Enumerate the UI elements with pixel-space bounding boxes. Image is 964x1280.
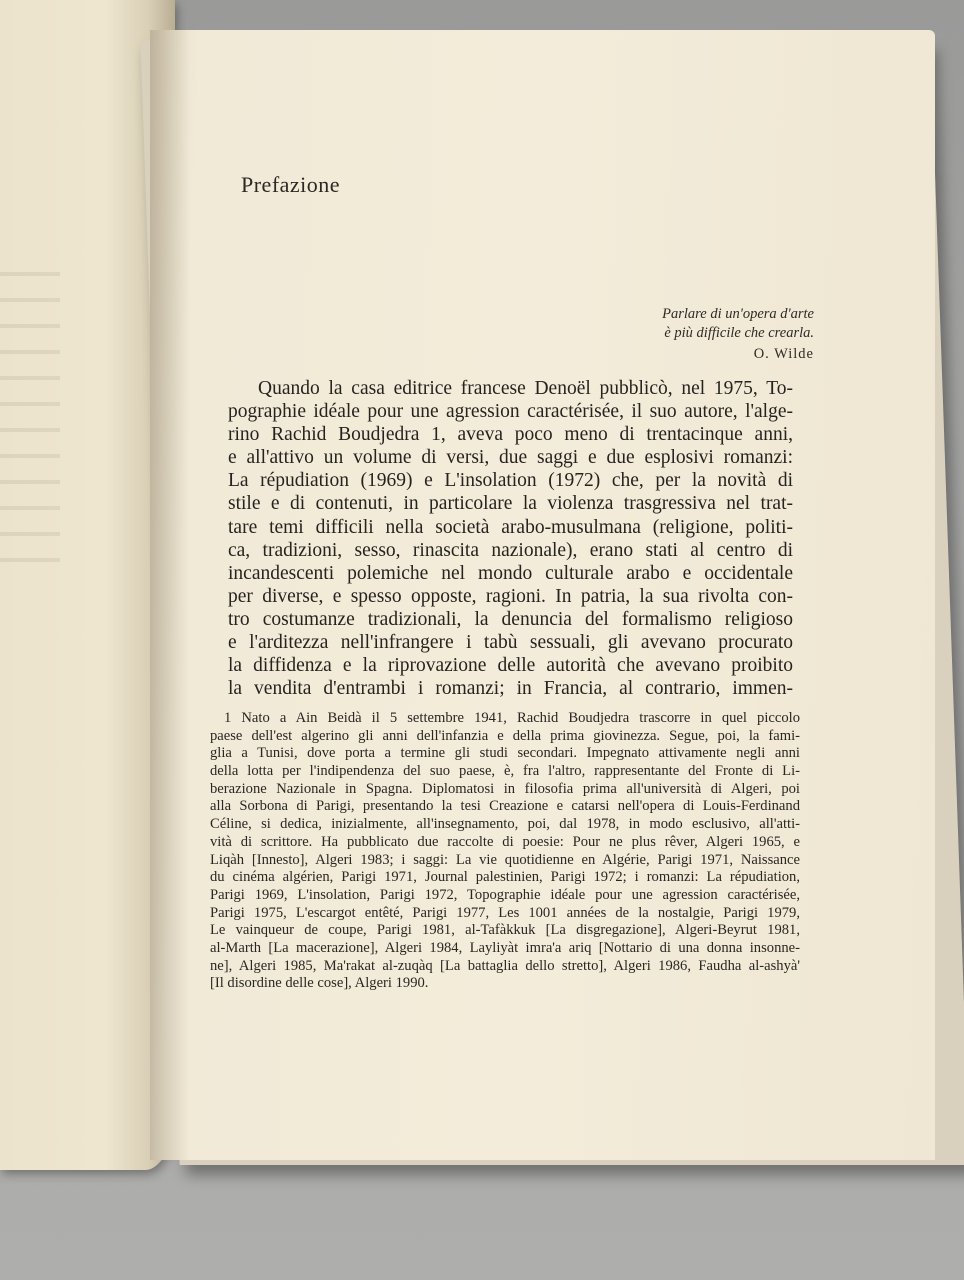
body-line: per diverse, e spesso opposte, ragioni. In patria, la sua rivolta con-	[228, 585, 793, 607]
footnote-line: Céline, si dedica, inizialmente, all'insegnamento, poi, dal 1978, in modo esclusivo, all'atti-	[210, 816, 800, 833]
footnote-line: 1 Nato a Ain Beidà il 5 settembre 1941, Rachid Boudjedra trascorre in quel piccolo	[224, 710, 800, 726]
body-line: tro costumanze tradizionali, la denuncia del formalismo religioso	[228, 608, 793, 630]
page-gutter-shadow	[150, 30, 190, 1160]
body-line: Quando la casa editrice francese Denoël pubblicò, nel 1975, To-	[258, 378, 793, 399]
footnote-line: alla Sorbona di Parigi, presentando la tesi Creazione e catarsi nell'opera di Louis-Ferdinand	[210, 798, 800, 815]
body-line: pographie idéale pour une agression caractérisée, il suo autore, l'alge-	[228, 401, 793, 423]
footnote-line: Parigi 1975, L'escargot entêté, Parigi 1977, Les 1001 années de la nostalgie, Parigi 1979,	[210, 904, 800, 921]
footnote-line: della lotta per l'indipendenza del suo paese, è, fra l'altro, rappresentante del Fronte di Li-	[210, 763, 800, 780]
body-line: e all'attivo un volume di versi, due saggi e due esplosivi romanzi:	[228, 447, 793, 469]
footnote-line: glia a Tunisi, dove porta a termine gli studi secondari. Impegnato attivamente negli anni	[210, 745, 800, 762]
body-text	[228, 377, 793, 700]
body-line: tare temi difficili nella società arabo-musulmana (religione, politi-	[228, 516, 793, 538]
body-line: la vendita d'entrambi i romanzi; in Francia, al contrario, immen-	[228, 678, 793, 700]
body-line: incandescenti polemiche nel mondo culturale arabo e occidentale	[228, 562, 793, 584]
footnote-line: ne], Algeri 1985, Ma'rakat al-zuqàq [La battaglia dello stretto], Algeri 1986, Faudha al-ashyà'	[210, 957, 800, 974]
body-line: stile e di contenuti, in particolare la violenza trasgressiva nel trat-	[228, 493, 793, 515]
footnote-line: paese dell'est algerino gli anni dell'infanzia e della prima giovinezza. Segue, poi, la fami-	[210, 727, 800, 744]
body-line: La répudiation (1969) e L'insolation (1972) che, per la novità di	[228, 470, 793, 492]
footnote-line: [Il disordine delle cose], Algeri 1990.	[210, 975, 429, 992]
footnotes	[210, 710, 800, 993]
footnote-line: Le vainqueur de coupe, Parigi 1981, al-Tafàkkuk [La disgregazione], Algeri-Beyrut 1981,	[210, 922, 800, 939]
left-page-bleed-through	[0, 250, 60, 570]
epigraph-line: è più difficile che crearla.	[664, 325, 814, 341]
footnote-line: al-Marth [La macerazione], Algeri 1984, Layliyàt imra'a ariq [Nottario di una donna insonne-	[210, 939, 800, 956]
body-line: ca, tradizioni, sesso, rinascita nazionale), erano stati al centro di	[228, 539, 793, 561]
footnote-line: berazione Nazionale in Spagna. Diplomatosi in filosofia prima all'università di Algeri, poi	[210, 780, 800, 797]
epigraph-line: Parlare di un'opera d'arte	[662, 306, 814, 322]
body-line: e l'arditezza nell'infrangere i tabù sessuali, gli avevano procurato	[228, 632, 793, 654]
epigraph-author: O. Wilde	[753, 346, 814, 362]
footnote-line: Parigi 1969, L'insolation, Parigi 1972, Topographie idéale pour une agression caractérisée,	[210, 886, 800, 903]
page-title: Prefazione	[241, 172, 341, 197]
epigraph	[514, 305, 814, 365]
body-line: la diffidenza e la riprovazione delle autorità che avevano proibito	[228, 655, 793, 677]
body-line: rino Rachid Boudjedra 1, aveva poco meno di trentacinque anni,	[228, 424, 793, 446]
footnote-line: Liqàh [Innesto], Algeri 1983; i saggi: La vie quotidienne en Algérie, Parigi 1971, Naissance	[210, 851, 800, 868]
footnote-line: vità di scrittore. Ha pubblicato due raccolte di poesie: Pour ne plus rêver, Algeri 1965, e	[210, 833, 800, 850]
footnote-line: du cinéma algérien, Parigi 1971, Journal palestinien, Parigi 1972; i romanzi: La répudiation,	[210, 869, 800, 886]
